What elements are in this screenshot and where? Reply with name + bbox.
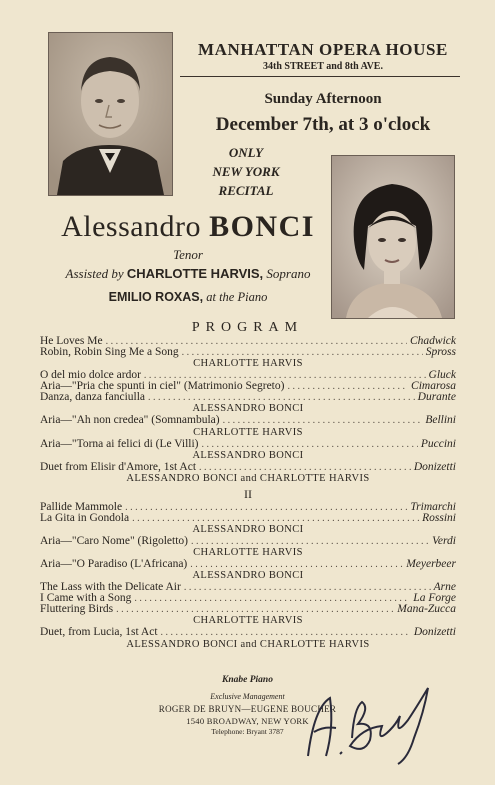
piece-title: O del mio dolce ardor (40, 369, 141, 382)
composer-name: Donizetti (413, 626, 456, 639)
management-names: ROGER DE BRUYN—EUGENE BOUCHER (158, 704, 337, 714)
composer-name: Mana-Zucca (397, 603, 456, 616)
dot-leader (116, 604, 394, 615)
venue-name: MANHATTAN OPERA HOUSE (198, 40, 448, 59)
dot-leader (148, 392, 415, 403)
composer-name: Donizetti (413, 460, 456, 473)
dot-leader (223, 415, 423, 426)
only-line: ONLY (228, 145, 264, 160)
piece-title: Aria—"O Paradiso (L'Africana) (40, 558, 188, 571)
composer-name: Puccini (420, 437, 456, 450)
composer-name: Gluck (428, 369, 456, 382)
artist-last-name: BONCI (209, 210, 315, 243)
dot-leader (132, 513, 419, 524)
piece-title: Danza, danza fanciulla (40, 391, 146, 404)
composer-name: Chadwick (410, 335, 456, 347)
header-divider (180, 76, 460, 77)
artist-voice: Tenor (173, 247, 203, 262)
portrait-bonci (48, 32, 173, 196)
assistant-role: Soprano (266, 266, 311, 281)
performer-line: CHARLOTTE HARVIS (193, 547, 303, 559)
artist-first-name: Alessandro (61, 210, 202, 243)
composer-name: Rossini (422, 511, 456, 524)
program-item (40, 513, 456, 524)
assistant-name: CHARLOTTE HARVIS, (126, 266, 264, 281)
pianist-name: EMILIO ROXAS, (108, 290, 204, 304)
only-line: RECITAL (218, 183, 274, 198)
dot-leader (287, 381, 408, 392)
composer-name: Cimarosa (411, 380, 456, 393)
signature (296, 668, 456, 768)
performer-line: ALESSANDRO BONCI and CHARLOTTE HARVIS (126, 472, 370, 484)
management-telephone: Telephone: Bryant 3787 (211, 727, 284, 736)
program-item (40, 462, 456, 473)
program-item (40, 627, 456, 638)
program-item (40, 604, 456, 615)
performer-line: CHARLOTTE HARVIS (193, 358, 303, 370)
only-recital-note (196, 143, 296, 200)
program-item (40, 536, 456, 547)
composer-name: Meyerbeer (406, 558, 456, 571)
dot-leader (161, 627, 411, 638)
piece-title: The Lass with the Delicate Air (40, 581, 181, 594)
performer-line: ALESSANDRO BONCI (192, 449, 304, 461)
performer-line: ALESSANDRO BONCI (192, 570, 304, 582)
piece-title: Duet from Elisir d'Amore, 1st Act (40, 460, 197, 473)
dot-leader (191, 536, 429, 547)
performer-line: CHARLOTTE HARVIS (193, 426, 303, 438)
dot-leader (184, 582, 431, 593)
assisted-prefix: Assisted by (65, 266, 124, 281)
dot-leader (202, 439, 418, 450)
composer-name: Bellini (425, 414, 456, 427)
piece-title: Fluttering Birds (40, 603, 114, 616)
program-item (40, 439, 456, 450)
assisted-by-line (48, 266, 328, 282)
piece-title: Duet, from Lucia, 1st Act (40, 626, 158, 639)
program-list (40, 336, 456, 651)
dot-leader (125, 502, 407, 513)
dot-leader (190, 559, 403, 570)
dot-leader (134, 593, 410, 604)
dot-leader (182, 347, 423, 358)
part-two-heading: II (244, 486, 252, 501)
piece-title: Aria—"Pria che spunti in ciel" (Matrimonio Segreto) (40, 380, 285, 393)
composer-name: Spross (425, 346, 456, 359)
performer-line: ALESSANDRO BONCI (192, 403, 304, 415)
pianist-line (48, 290, 328, 305)
piece-title: La Gita in Gondola (40, 511, 130, 524)
piece-title: Aria—"Ah non credea" (Somnambula) (40, 414, 220, 427)
piece-title: He Loves Me (40, 335, 103, 347)
piece-title: Pallide Mammole (40, 500, 123, 513)
artist-name (48, 210, 328, 244)
dot-leader (199, 462, 411, 473)
composer-name: Verdi (432, 534, 456, 547)
venue-address: 34th STREET and 8th AVE. (263, 61, 383, 72)
program-heading: PROGRAM (191, 320, 304, 335)
event-date: December 7th, at 3 o'clock (215, 114, 431, 135)
piece-title: Aria—"Caro Nome" (Rigoletto) (40, 534, 188, 547)
only-line: NEW YORK (212, 164, 280, 179)
piece-title: Robin, Robin Sing Me a Song (40, 346, 179, 359)
piece-title: Aria—"Torna ai felici di (Le Villi) (40, 437, 199, 450)
management-address: 1540 BROADWAY, NEW YORK (186, 716, 309, 726)
portrait-harvis (331, 155, 455, 319)
piano-credit: Knabe Piano (222, 675, 273, 685)
program-item (40, 392, 456, 403)
venue-block (186, 40, 460, 72)
composer-name: La Forge (413, 592, 456, 605)
pianist-role: at the Piano (206, 290, 268, 304)
event-day: Sunday Afternoon (264, 91, 382, 107)
program-item (40, 559, 456, 570)
composer-name: Trimarchi (410, 500, 456, 513)
program-item (40, 347, 456, 358)
program-item (40, 415, 456, 426)
performer-line: CHARLOTTE HARVIS (193, 615, 303, 627)
performer-line: ALESSANDRO BONCI (192, 523, 304, 535)
piece-title: I Came with a Song (40, 592, 132, 605)
composer-name: Durante (417, 391, 456, 404)
management-label: Exclusive Management (210, 692, 285, 701)
composer-name: Arne (433, 581, 456, 594)
performer-line: ALESSANDRO BONCI and CHARLOTTE HARVIS (126, 638, 370, 650)
